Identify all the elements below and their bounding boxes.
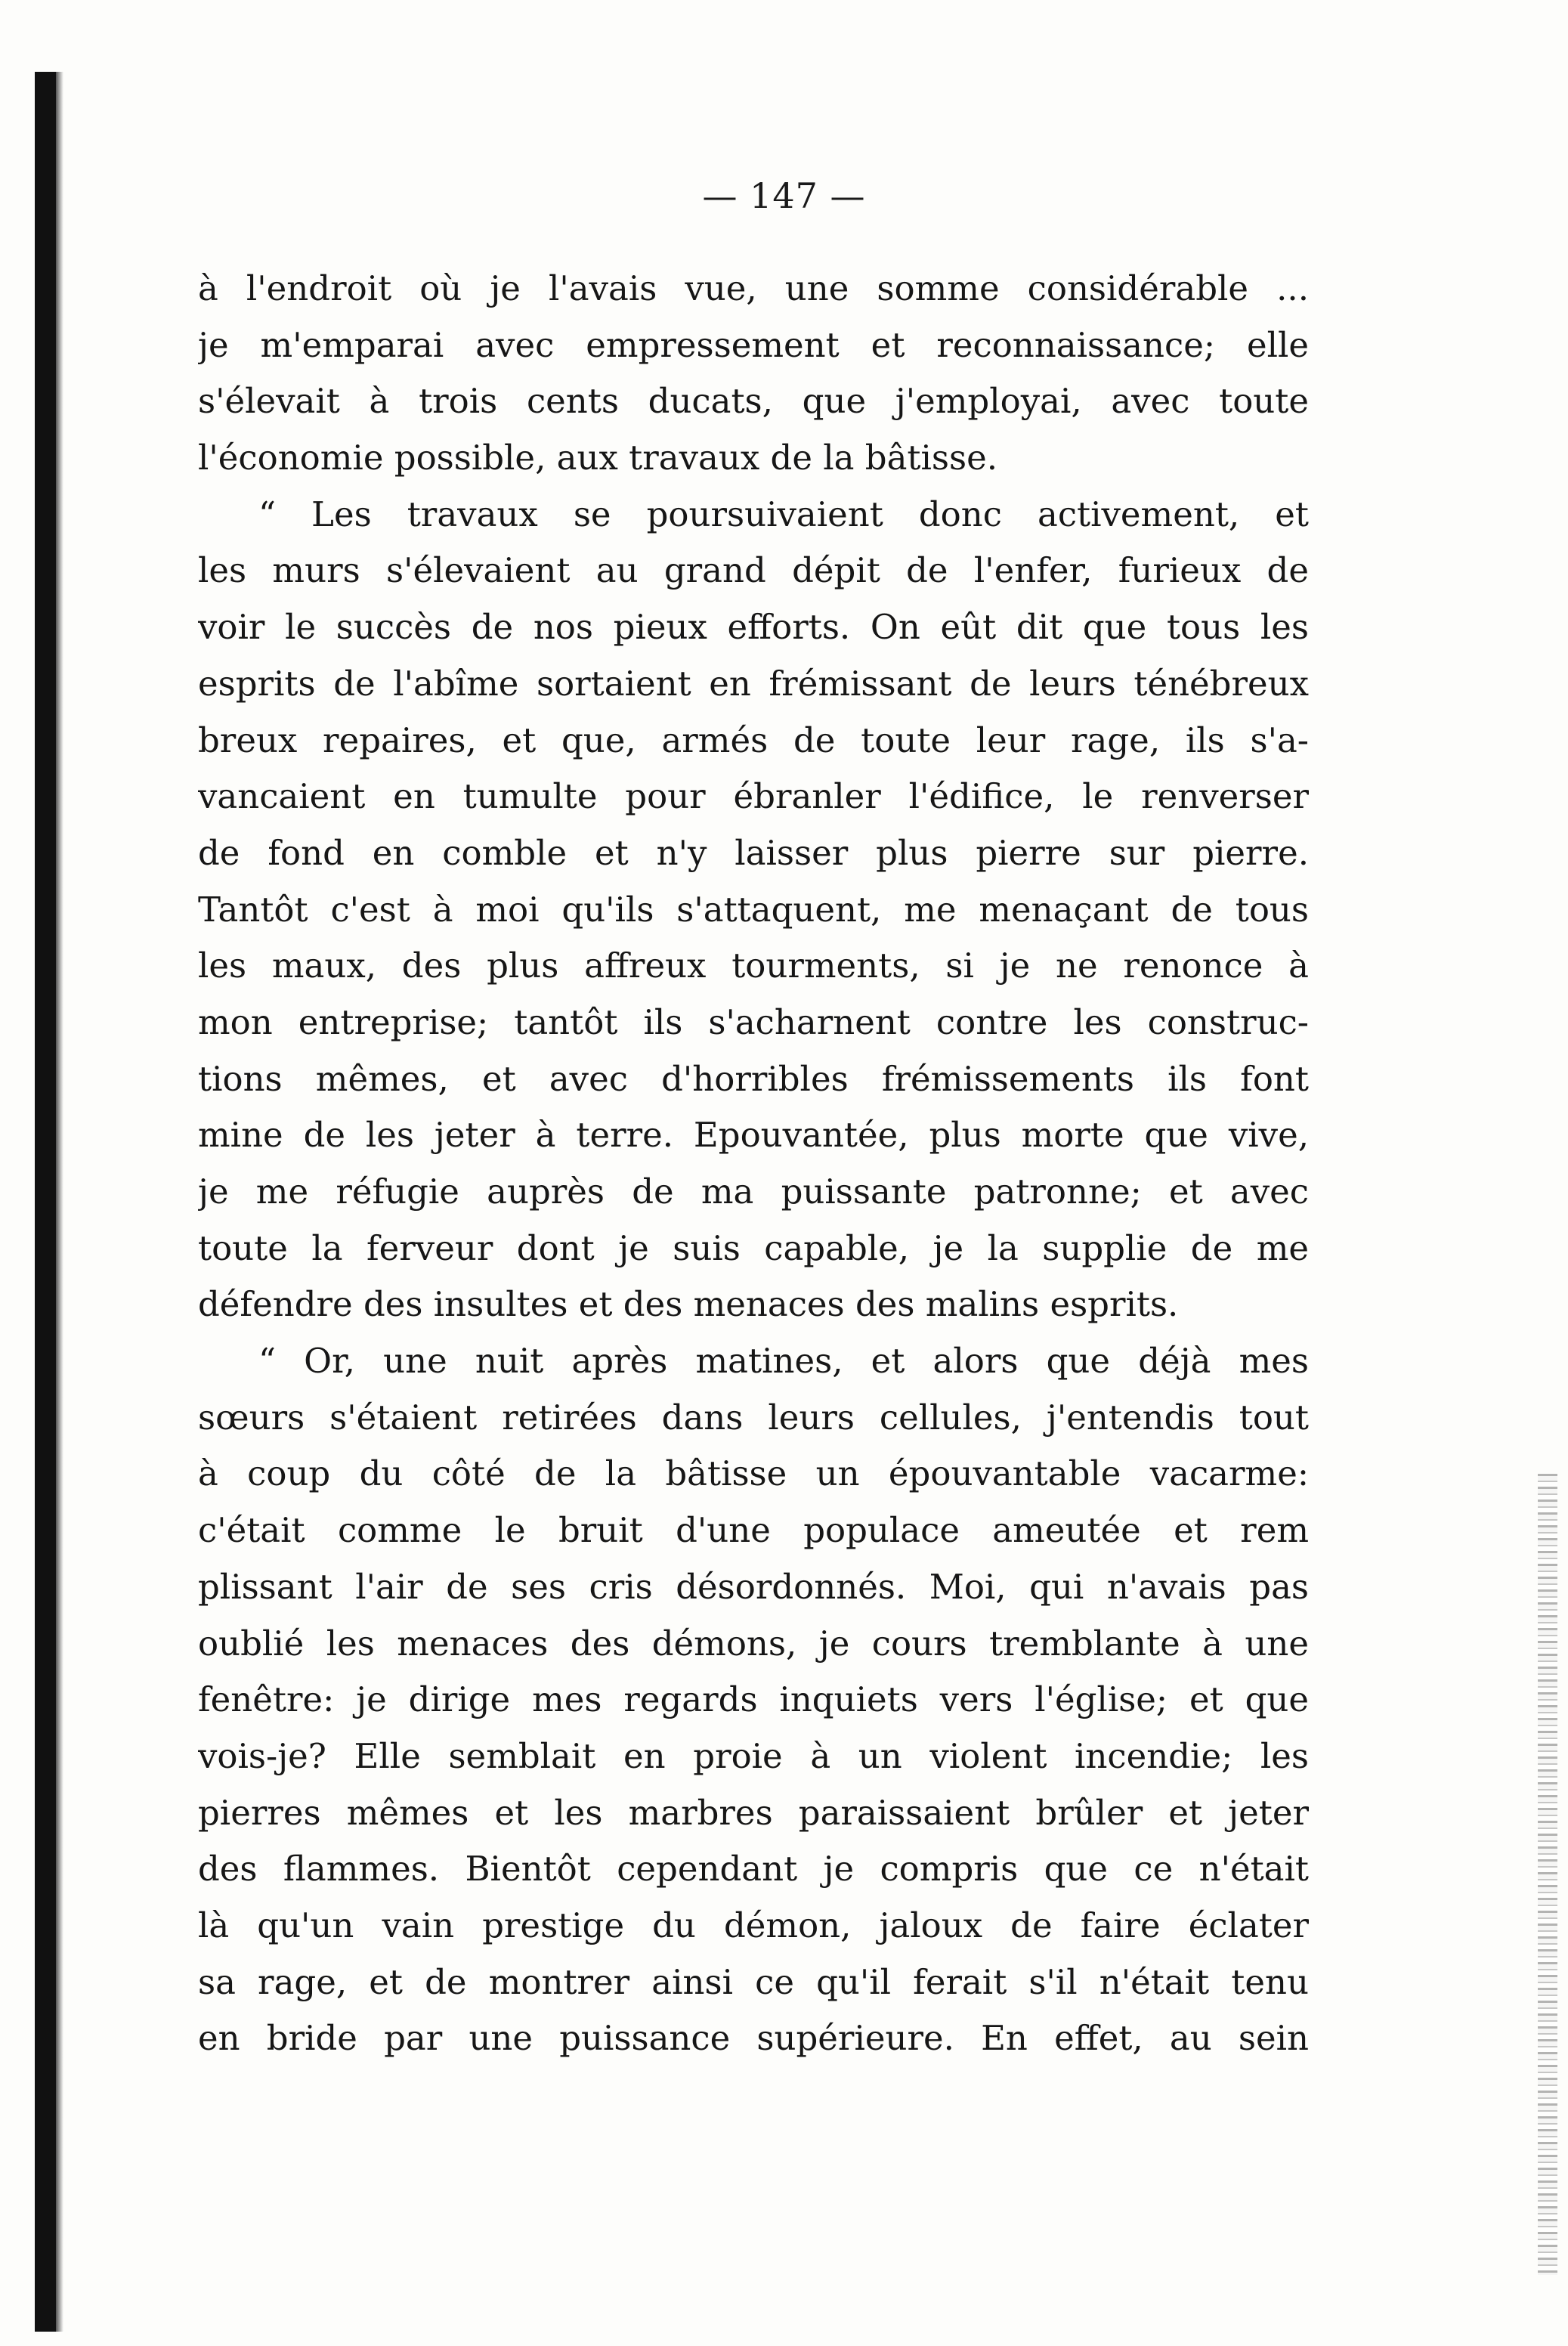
text-line: “ Or, une nuit après matines, et alors que déjà mes bbox=[258, 1341, 1309, 1382]
page-number: — 147 — bbox=[702, 175, 866, 216]
binding-shadow bbox=[56, 72, 63, 2332]
text-line: “ Les travaux se poursuivaient donc activement, et bbox=[258, 494, 1309, 534]
text-line: c'était comme le bruit d'une populace ameutée et rem bbox=[198, 1510, 1309, 1551]
text-line: voir le succès de nos pieux efforts. On eût dit que tous les bbox=[198, 607, 1309, 648]
scan-edge-artifact bbox=[1538, 1474, 1557, 2275]
text-line: de fond en comble et n'y laisser plus pierre sur pierre. bbox=[198, 832, 1309, 873]
text-line: Tantôt c'est à moi qu'ils s'attaquent, me menaçant de tous bbox=[198, 889, 1309, 930]
text-line: sa rage, et de montrer ainsi ce qu'il ferait s'il n'était tenu bbox=[198, 1961, 1309, 2002]
text-line: vancaient en tumulte pour ébranler l'édifice, le renverser bbox=[198, 776, 1309, 817]
text-line: fenêtre: je dirige mes regards inquiets vers l'église; et que bbox=[198, 1679, 1309, 1720]
text-line: toute la ferveur dont je suis capable, je la supplie de me bbox=[198, 1227, 1309, 1268]
text-line: les murs s'élevaient au grand dépit de l'enfer, furieux de bbox=[198, 550, 1309, 591]
text-line: vois-je? Elle semblait en proie à un violent incendie; les bbox=[198, 1735, 1309, 1776]
text-line: les maux, des plus affreux tourments, si je ne renonce à bbox=[198, 946, 1309, 986]
body-text bbox=[198, 261, 1309, 2067]
text-line: mon entreprise; tantôt ils s'acharnent contre les construc- bbox=[198, 1001, 1309, 1042]
text-line: plissant l'air de ses cris désordonnés. Moi, qui n'avais pas bbox=[198, 1566, 1309, 1607]
text-line: esprits de l'abîme sortaient en frémissant de leurs ténébreux bbox=[198, 663, 1309, 704]
text-line: mine de les jeter à terre. Epouvantée, plus morte que vive, bbox=[198, 1115, 1309, 1156]
text-line: là qu'un vain prestige du démon, jaloux de faire éclater bbox=[198, 1905, 1309, 1945]
text-line: s'élevait à trois cents ducats, que j'employai, avec toute bbox=[198, 381, 1309, 422]
text-line: défendre des insultes et des menaces des malins esprits. bbox=[198, 1284, 1179, 1325]
book-binding-edge bbox=[35, 72, 56, 2332]
text-line: des flammes. Bientôt cependant je compris que ce n'était bbox=[198, 1849, 1309, 1889]
text-line: sœurs s'étaient retirées dans leurs cellules, j'entendis tout bbox=[198, 1397, 1309, 1438]
text-line: oublié les menaces des démons, je cours tremblante à une bbox=[198, 1623, 1309, 1664]
text-line: en bride par une puissance supérieure. En effet, au sein bbox=[198, 2018, 1309, 2059]
text-line: je me réfugie auprès de ma puissante patronne; et avec bbox=[198, 1171, 1309, 1212]
text-line: breux repaires, et que, armés de toute leur rage, ils s'a- bbox=[198, 720, 1309, 760]
text-line: à l'endroit où je l'avais vue, une somme considérable ... bbox=[198, 268, 1309, 308]
text-line: l'économie possible, aux travaux de la bâtisse. bbox=[198, 438, 998, 478]
text-line: à coup du côté de la bâtisse un épouvantable vacarme: bbox=[198, 1453, 1309, 1494]
text-line: je m'emparai avec empressement et reconnaissance; elle bbox=[198, 324, 1309, 365]
text-line: tions mêmes, et avec d'horribles frémissements ils font bbox=[198, 1058, 1309, 1099]
text-line: pierres mêmes et les marbres paraissaient brûler et jeter bbox=[198, 1792, 1309, 1833]
